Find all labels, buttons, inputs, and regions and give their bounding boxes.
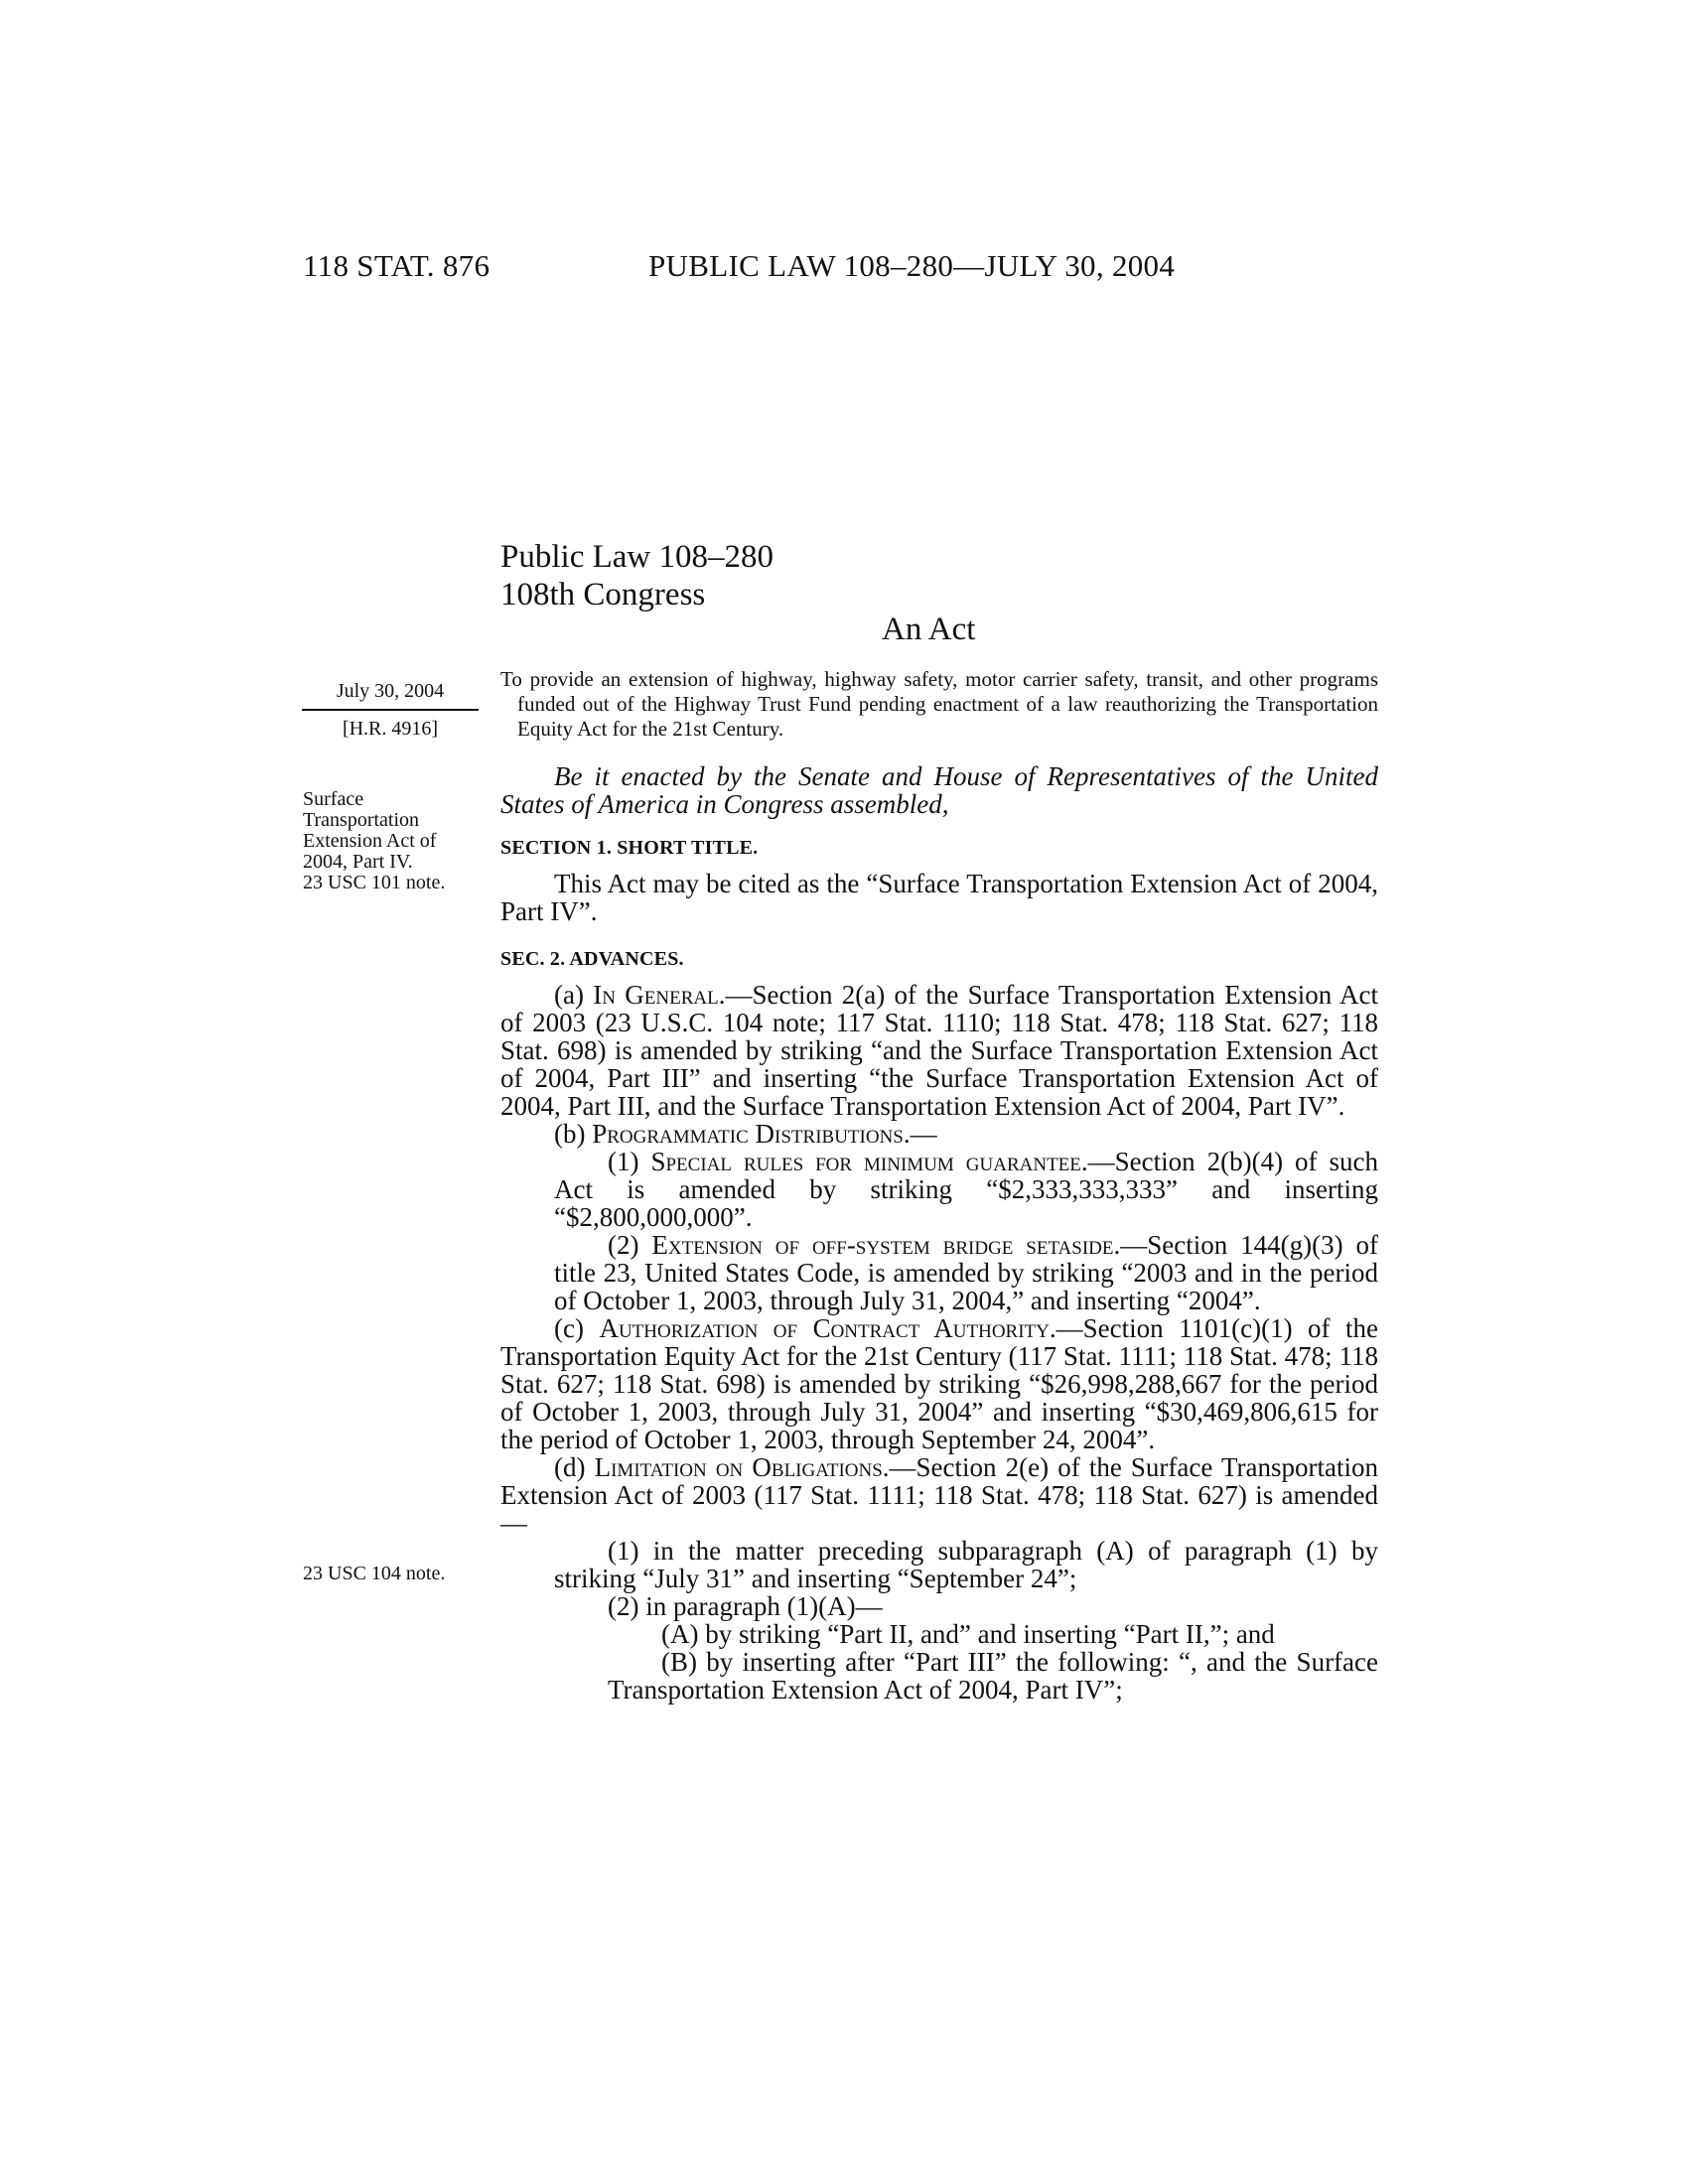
enacting-clause: Be it enacted by the Senate and House of Representatives of the United States of America in Congress assembled,: [500, 761, 1378, 819]
congress-number: 108th Congress: [500, 577, 706, 613]
section-2-heading: SEC. 2. ADVANCES.: [500, 948, 684, 970]
subsection-d: (d) Limitation on Obligations.—Section 2(e) of the Surface Transportation Extension Act of 2003 (117 Stat. 1111; 118 Stat. 478; 118 Stat. 627) is amended—: [500, 1452, 1378, 1538]
subsection-c: (c) Authorization of Contract Authority.—Section 1101(c)(1) of the Transportation Equity Act for the 21st Century (117 Stat. 1111; 118 Stat. 478; 118 Stat. 627; 118 Stat. 698) is amended by striking “$26,998,288,667 for the period of October 1, 2003, through July 31, 2004” and inserting “$30,469,806,615 for the period of October 1, 2003, through September 24, 2004”.: [500, 1313, 1378, 1454]
paragraph-d2: (2) in paragraph (1)(A)—: [608, 1591, 883, 1621]
marginal-note-short-title: [303, 789, 482, 893]
paragraph-b2: (2) Extension of off-system bridge setaside.—Section 144(g)(3) of title 23, United States Code, is amended by striking “2003 and in the period of October 1, 2003, through July 31, 2004,” and inserting “2004”.: [554, 1230, 1378, 1315]
law-title-block: [500, 538, 774, 614]
paragraph-b1: (1) Special rules for minimum guarantee.—Section 2(b)(4) of such Act is amended by striking “$2,333,333,333” and inserting “$2,800,000,000”.: [554, 1147, 1379, 1232]
section-1-text: This Act may be cited as the “Surface Transportation Extension Act of 2004, Part IV”.: [500, 869, 1378, 926]
marginal-note-line: 23 USC 101 note.: [303, 872, 446, 893]
subparagraph-d2B: (B) by inserting after “Part III” the following: “, and the Surface Transportation Extension Act of 2004, Part IV”;: [608, 1647, 1378, 1705]
marginal-note-line: 2004, Part IV.: [303, 851, 413, 873]
paragraph-d1: (1) in the matter preceding subparagraph (A) of paragraph (1) by striking “July 31” and inserting “September 24”;: [554, 1536, 1378, 1593]
subsection-a: (a) In General.—Section 2(a) of the Surface Transportation Extension Act of 2003 (23 U.S.C. 104 note; 117 Stat. 1110; 118 Stat. 478; 118 Stat. 627; 118 Stat. 698) is amended by striking “and the Surface Transportation Extension Act of 2004, Part III” and inserting “the Surface Transportation Extension Act of 2004, Part III, and the Surface Transportation Extension Act of 2004, Part IV”.: [500, 980, 1378, 1121]
purpose-statement: To provide an extension of highway, highway safety, motor carrier safety, transit, and other programs funded out of the Highway Trust Fund pending enactment of a law reauthorizing the Transportation Equity Act for the 21st Century.: [500, 667, 1378, 741]
section-2-body: [500, 981, 1378, 1704]
subsection-b-caption: Programmatic Distributions: [592, 1119, 904, 1149]
section-1-body: [500, 870, 1378, 925]
subsection-a-caption: In General: [593, 980, 719, 1010]
marginal-note-usc: 23 USC 104 note.: [303, 1563, 446, 1584]
bill-number: [H.R. 4916]: [342, 718, 439, 740]
subsection-c-caption: Authorization of Contract Authority: [599, 1313, 1050, 1343]
section-1-heading: SECTION 1. SHORT TITLE.: [500, 837, 759, 859]
paragraph-b1-caption: Special rules for minimum guarantee: [650, 1147, 1081, 1176]
subparagraph-d2A: (A) by striking “Part II, and” and inserting “Part II,”; and: [661, 1619, 1275, 1649]
marginal-note-line: Surface: [303, 788, 364, 810]
running-title: PUBLIC LAW 108–280—JULY 30, 2004: [648, 248, 1176, 283]
stat-page-number: 118 STAT. 876: [303, 248, 491, 283]
public-law-number: Public Law 108–280: [500, 539, 774, 575]
enactment-date: July 30, 2004: [302, 680, 479, 711]
margin-date-block: [302, 680, 479, 741]
paragraph-b2-caption: Extension of off-system bridge setaside: [651, 1230, 1114, 1260]
marginal-note-line: Extension Act of: [303, 830, 437, 852]
subsection-b: (b) Programmatic Distributions.—: [554, 1119, 937, 1149]
subsection-d-caption: Limitation on Obligations: [594, 1452, 883, 1482]
marginal-note-line: Transportation: [303, 809, 420, 831]
act-heading: An Act: [882, 612, 976, 647]
running-head: [303, 248, 1176, 284]
